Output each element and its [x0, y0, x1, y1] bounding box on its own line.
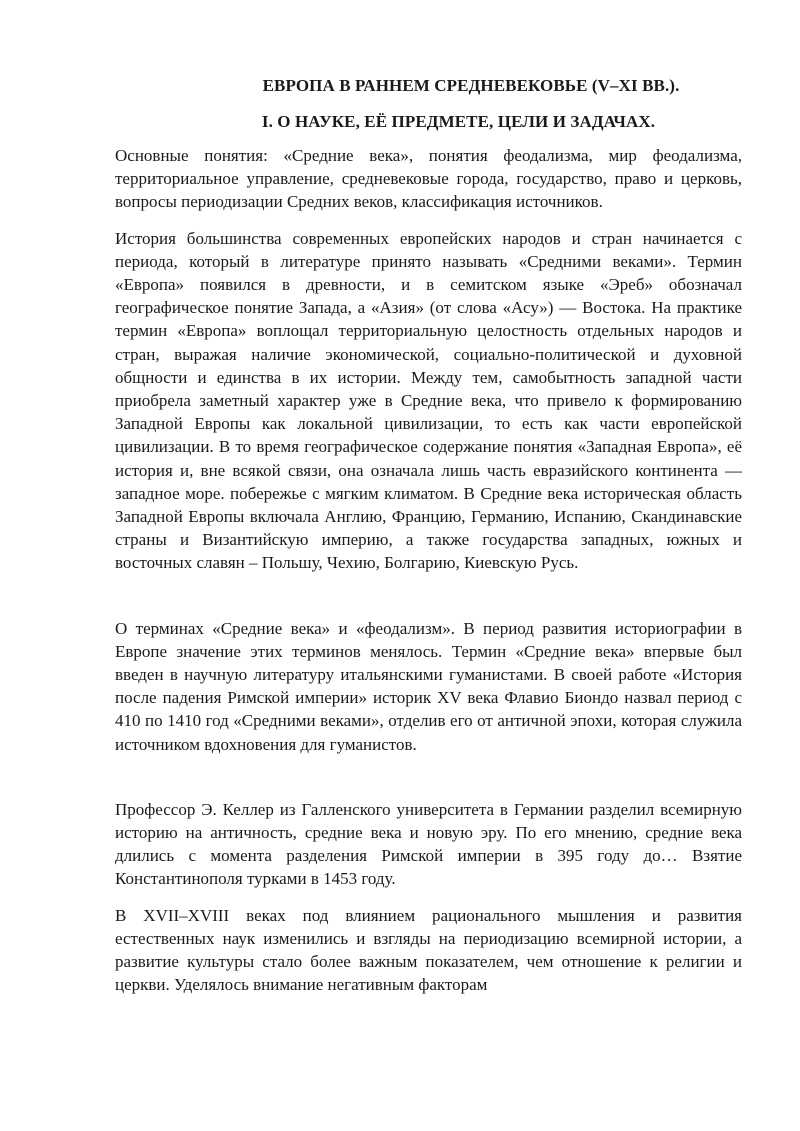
document-title: ЕВРОПА В РАННЕМ СРЕДНЕВЕКОВЬЕ (V–XI ВВ.).: [262, 76, 680, 95]
paragraph-terms-origin: О терминах «Средние века» и «феодализм». В период развития историографии в Европе значение этих терминов менялось. Термин «Средние века» впервые был введен в научную литературу итальянскими гуманистами. В своей работе «История после падения Римской империи» историк XV века Флавио Биондо назвал период с 410 по 1410 год «Средними веками», отделив его от античной эпохи, которая служила источником вдохновения для гуманистов.: [115, 618, 742, 754]
paragraph-europe-term: История большинства современных европейских народов и стран начинается с периода, который в литературе принято называть «Средними веками». Термин «Европа» появился в древности, и в семитском языке «Эреб» обозначал географическое понятие Запада, а «Азия» (от слова «Асу») — Востока. На практике термин «Европа» воплощал территориальную целостность отдельных народов и стран, выражая наличие экономической, социально-политической и духовной общности и единства в их истории. Между тем, самобытность западной части приобрела заметный характер уже в Средние века, что привело к формированию Западной Европы как локальной цивилизации, то есть как части европейской цивилизации. В то время географическое содержание понятия «Западная Европа», её история и, вне всякой связи, она означала лишь часть евразийского континента — западное море. побережье с мягким климатом. В Средние века историческая область Западной Европы включала Англию, Францию, Германию, Испанию, Скандинавские страны и Византийскую империю, а также государства западных, южных и восточных славян – Польшу, Чехию, Болгарию, Киевскую Русь.: [115, 228, 742, 573]
paragraph-keller: Профессор Э. Келлер из Галленского университета в Германии разделил всемирную историю на античность, средние века и новую эру. По его мнению, средние века длились с момента разделения Римской империи в 395 году до… Взятие Константинополя турками в 1453 году.: [115, 799, 742, 889]
paragraph-key-concepts: Основные понятия: «Средние века», понятия феодализма, мир феодализма, территориальное управление, средневековые города, государство, право и церковь, вопросы периодизации Средних веков, классификация источников.: [115, 146, 742, 212]
paragraph-periodization: В XVII–XVIII веках под влиянием рационального мышления и развития естественных наук изменились и взгляды на периодизацию всемирной истории, а развитие культуры стало более важным показателем, чем отношение к религии и церкви. Уделялось внимание негативным факторам: [115, 905, 742, 995]
section-heading: I. О НАУКЕ, ЕЁ ПРЕДМЕТЕ, ЦЕЛИ И ЗАДАЧАХ.: [261, 112, 656, 131]
document-page: [115, 74, 742, 997]
